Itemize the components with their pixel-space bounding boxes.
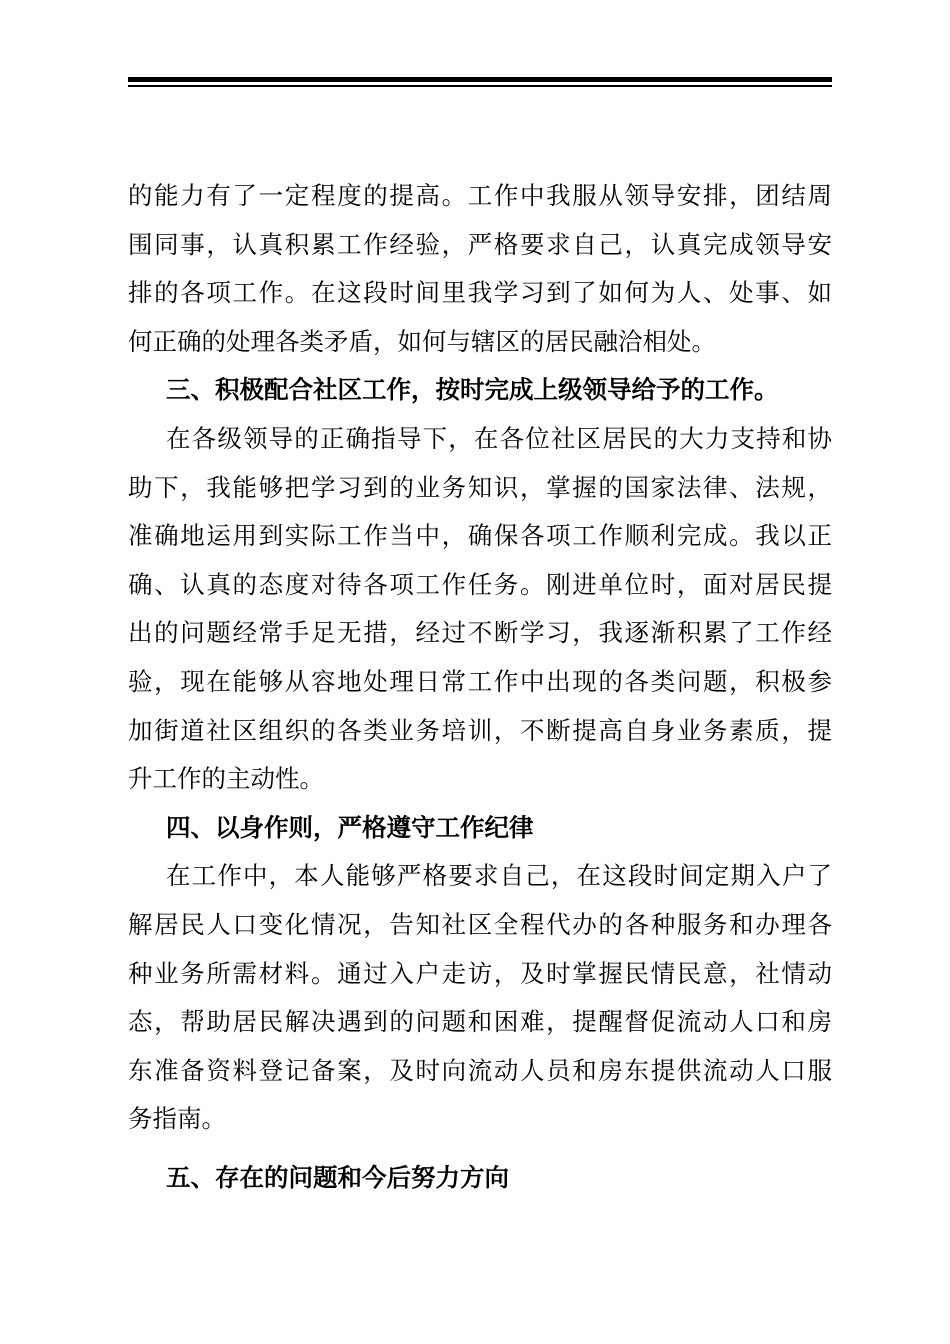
section-3-paragraph: [128, 415, 832, 804]
section-4-paragraph: [128, 852, 832, 1144]
text-line: 态，帮助居民解决遇到的问题和困难，提醒督促流动人口和房: [128, 1007, 832, 1037]
text-line: 升工作的主动性。: [128, 764, 324, 794]
text-line: 助下，我能够把学习到的业务知识，掌握的国家法律、法规，: [128, 472, 832, 502]
paragraph-continued: [128, 172, 832, 366]
header-rule-thick: [128, 77, 832, 82]
text-line: 围同事，认真积累工作经验，严格要求自己，认真完成领导安: [128, 229, 832, 259]
section-heading-4: 四、以身作则，严格遵守工作纪律: [166, 812, 534, 842]
text-line: 东准备资料登记备案，及时向流动人员和房东提供流动人口服: [128, 1055, 832, 1085]
text-line: 准确地运用到实际工作当中，确保各项工作顺利完成。我以正: [128, 521, 832, 551]
text-line: 在各级领导的正确指导下，在各位社区居民的大力支持和协: [166, 423, 832, 453]
text-line: 排的各项工作。在这段时间里我学习到了如何为人、处事、如: [128, 278, 832, 308]
text-line: 验，现在能够从容地处理日常工作中出现的各类问题，积极参: [128, 666, 832, 696]
header-rule-thin: [128, 85, 832, 87]
text-line: 何正确的处理各类矛盾，如何与辖区的居民融洽相处。: [128, 326, 716, 356]
section-heading-5: 五、存在的问题和今后努力方向: [166, 1162, 509, 1192]
text-line: 种业务所需材料。通过入户走访，及时掌握民情民意，社情动: [128, 958, 832, 988]
text-line: 加街道社区组织的各类业务培训，不断提高自身业务素质，提: [128, 715, 832, 745]
spacer: [128, 1144, 832, 1154]
document-body: [128, 172, 832, 1202]
text-line: 的能力有了一定程度的提高。工作中我服从领导安排，团结周: [128, 181, 832, 210]
section-heading-3: 三、积极配合社区工作，按时完成上级领导给予的工作。: [166, 375, 779, 405]
text-line: 解居民人口变化情况，告知社区全程代办的各种服务和办理各: [128, 909, 832, 939]
text-line: 务指南。: [128, 1104, 226, 1134]
text-line: 确、认真的态度对待各项工作任务。刚进单位时，面对居民提: [128, 569, 832, 599]
text-line: 出的问题经常手足无措，经过不断学习，我逐渐积累了工作经: [128, 618, 832, 648]
text-line: 在工作中，本人能够严格要求自己，在这段时间定期入户了: [166, 861, 832, 891]
